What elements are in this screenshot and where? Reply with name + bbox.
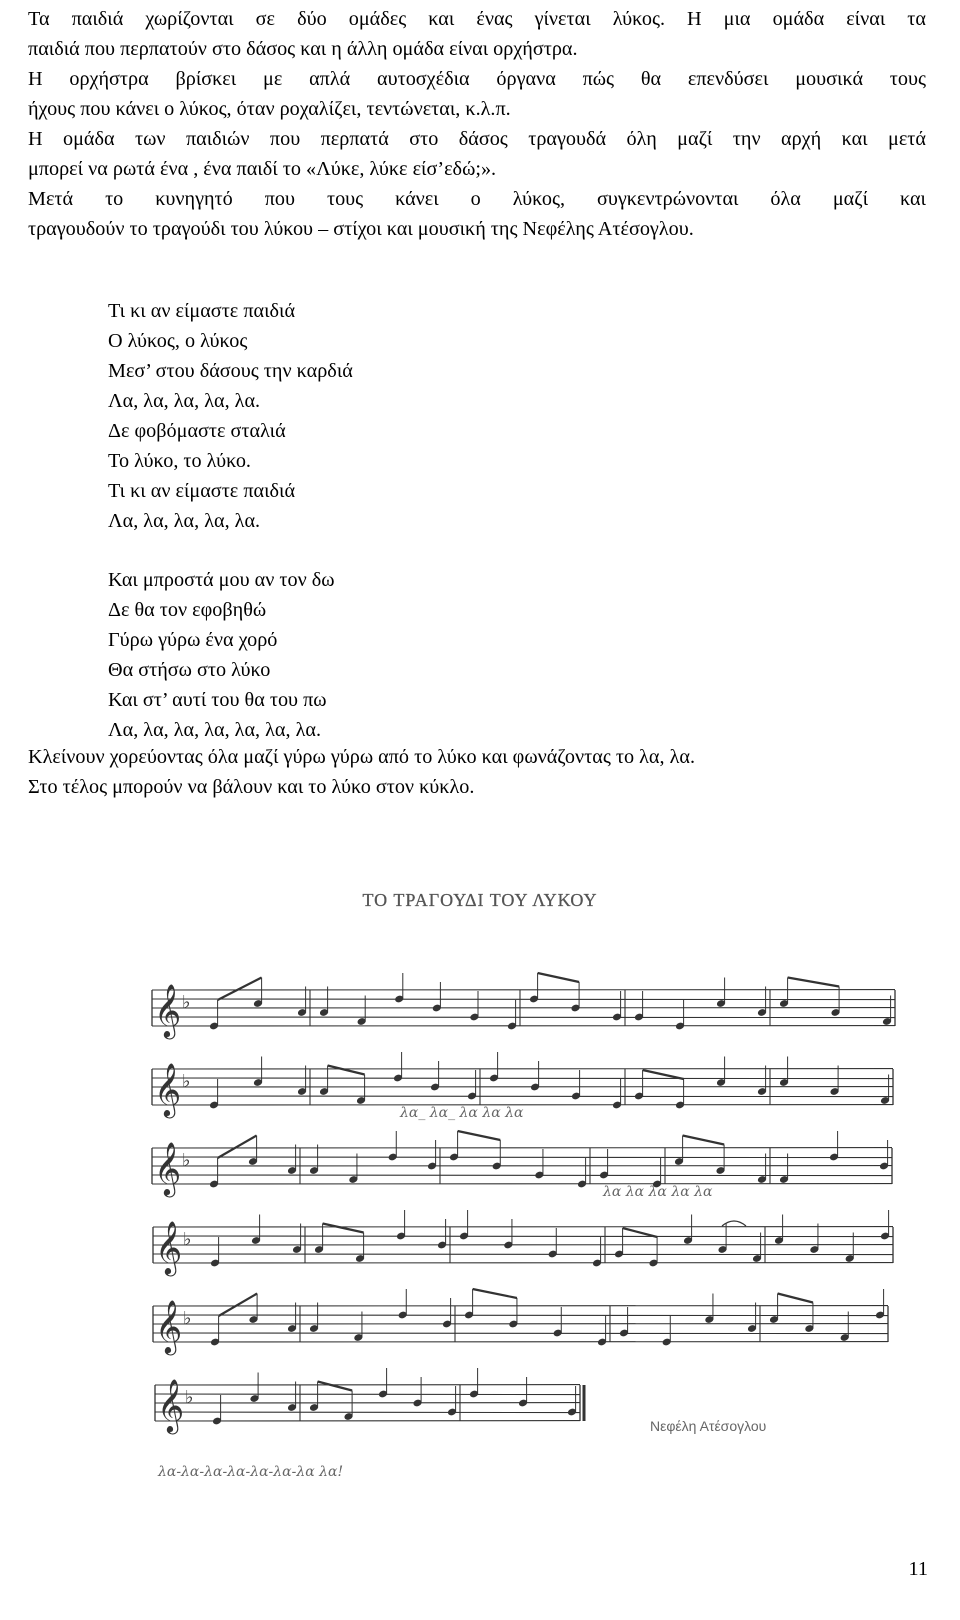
composer-signature: Νεφέλη Ατέσογλου	[650, 1418, 767, 1434]
note-beam	[318, 1382, 353, 1391]
note-beam	[323, 1224, 364, 1233]
lyric-line: Γύρω γύρω ένα χορό	[108, 629, 278, 651]
staff-line	[155, 1394, 580, 1395]
intro-line: Η ομάδα των παιδιών που περπατά στο δάσος τραγουδά όλη μαζί την αρχή και μετά	[28, 128, 926, 150]
staff-line	[153, 1254, 893, 1255]
note-beam	[328, 1066, 365, 1075]
treble-clef-icon: 𝄞	[154, 983, 182, 1037]
note-beam	[778, 1294, 813, 1303]
lyric-line: Λα, λα, λα, λα, λα.	[108, 510, 261, 532]
lyric-line: Τι κι αν είμαστε παιδιά	[108, 300, 296, 322]
flat-icon: ♭	[185, 1387, 194, 1408]
treble-clef-icon: 𝄞	[154, 1141, 182, 1195]
note-beam	[218, 978, 262, 1001]
staff-line	[153, 1236, 893, 1237]
staff-line	[152, 1078, 893, 1079]
intro-line: Η ορχήστρα βρίσκει με απλά αυτοσχέδια όργανα πώς θα επενδύσει μουσικά τους	[28, 68, 926, 90]
intro-line: μπορεί να ρωτά ένα , ένα παιδί το «Λύκε, λύκε είσ’εδώ;».	[28, 158, 497, 180]
lyric-row-6: λα-λα-λα-λα-λα-λα-λα λα!	[158, 1464, 344, 1480]
intro-line: παιδιά που περπατούν στο δάσος και η άλλη ομάδα είναι ορχήστρα.	[28, 38, 578, 60]
note-beam	[473, 1289, 517, 1298]
intro-line: Μετά το κυνηγητό που τους κάνει ο λύκος, συγκεντρώνονται όλα μαζί και	[28, 188, 926, 210]
lyric-line: Θα στήσω στο λύκο	[108, 659, 271, 681]
flat-icon: ♭	[182, 1071, 191, 1092]
note-beam	[623, 1228, 658, 1237]
staff-systems	[152, 973, 895, 1434]
staff-line	[152, 1017, 895, 1018]
lyric-line: Και μπροστά μου αν τον δω	[108, 569, 335, 591]
staff-line	[155, 1412, 580, 1413]
treble-clef-icon: 𝄞	[154, 1062, 182, 1116]
intro-line: τραγουδούν το τραγούδι του λύκου – στίχοι και μουσική της Νεφέλης Ατέσογλου.	[28, 218, 694, 240]
staff-line	[152, 1157, 892, 1158]
staff-line	[152, 1175, 892, 1176]
flat-icon: ♭	[182, 1150, 191, 1171]
page-number: 11	[908, 1558, 928, 1580]
intro-line: Τα παιδιά χωρίζονται σε δύο ομάδες και ένας γίνεται λύκος. Η μια ομάδα είναι τα	[28, 8, 926, 30]
lyric-line: Δε θα τον εφοβηθώ	[108, 599, 267, 621]
lyric-line: Μεσ’ στου δάσους την καρδιά	[108, 360, 353, 382]
lyric-line: Τι κι αν είμαστε παιδιά	[108, 480, 296, 502]
treble-clef-icon: 𝄞	[157, 1378, 185, 1432]
lyric-row-3: λα λα λα λα λα	[603, 1184, 713, 1200]
note-beam	[683, 1136, 725, 1145]
flat-icon: ♭	[183, 1308, 192, 1329]
lyric-line: Δε φοβόμαστε σταλιά	[108, 420, 286, 442]
intro-line: ήχους που κάνει ο λύκος, όταν ροχαλίζει, τεντώνεται, κ.λ.π.	[28, 98, 511, 120]
lyric-line: Ο λύκος, ο λύκος	[108, 330, 248, 352]
note-beam	[538, 973, 580, 982]
closing-line: Κλείνουν χορεύοντας όλα μαζί γύρω γύρω από το λύκο και φωνάζοντας το λα, λα.	[28, 746, 695, 768]
treble-clef-icon: 𝄞	[155, 1220, 183, 1274]
lyric-line: Και στ’ αυτί του θα του πω	[108, 689, 327, 711]
staff-line	[152, 1096, 893, 1097]
flat-icon: ♭	[182, 992, 191, 1013]
staff-line	[152, 999, 895, 1000]
note-beam	[458, 1131, 501, 1140]
note-beam	[788, 978, 840, 987]
lyric-line: Το λύκο, το λύκο.	[108, 450, 251, 472]
lyric-line: Λα, λα, λα, λα, λα.	[108, 390, 261, 412]
staff-line	[153, 1333, 888, 1334]
treble-clef-icon: 𝄞	[155, 1299, 183, 1353]
closing-line: Στο τέλος μπορούν να βάλουν και το λύκο στον κύκλο.	[28, 776, 475, 798]
lyric-line: Λα, λα, λα, λα, λα, λα, λα.	[108, 719, 322, 741]
flat-icon: ♭	[183, 1229, 192, 1250]
note-beam	[218, 1136, 257, 1159]
note-beam	[643, 1070, 684, 1079]
lyric-row-2: λα_ λα_ λα λα λα	[400, 1105, 524, 1121]
score-title: ΤΟ ΤΡΑΓΟΥΔΙ ΤΟΥ ΛΥΚΟΥ	[362, 890, 598, 910]
note-beam	[219, 1294, 258, 1317]
